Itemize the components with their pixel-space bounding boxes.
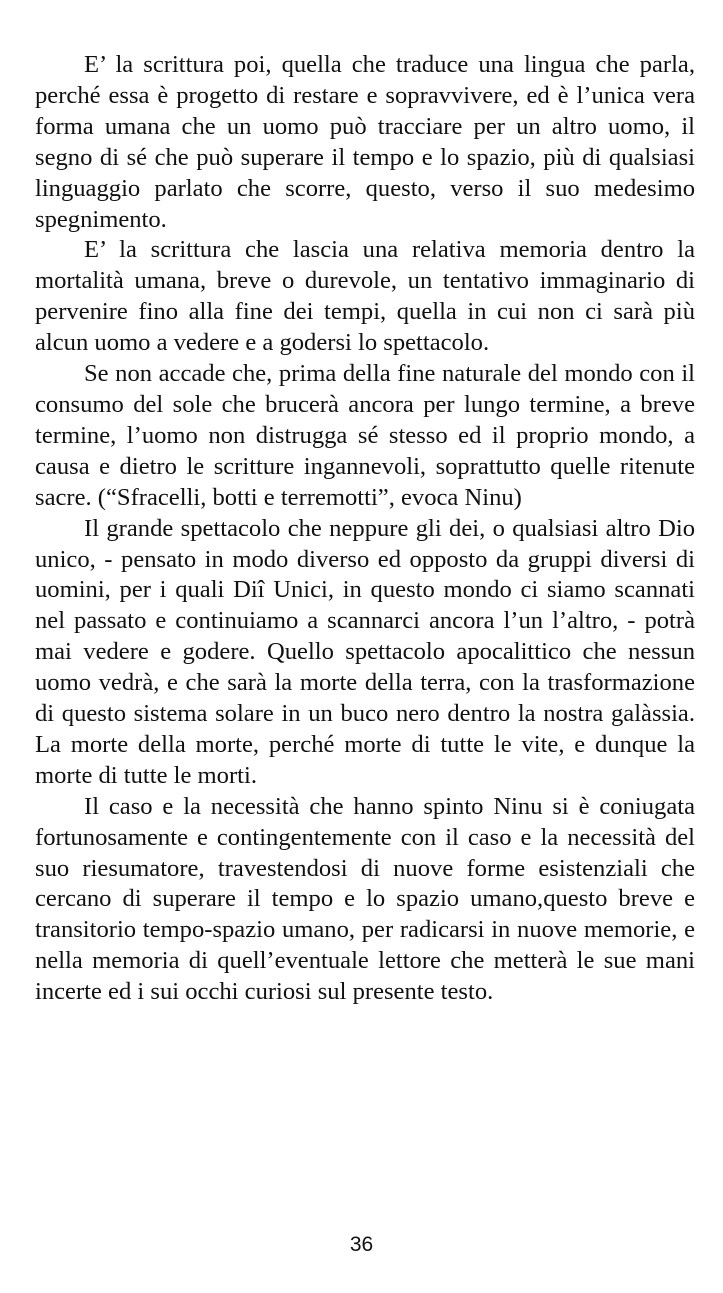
paragraph-1: E’ la scrittura poi, quella che traduce una lingua che parla, perché essa è progetto di restare e sopravvivere, ed è l’unica vera forma umana che un uomo può tracciare per un altro uomo, il segno di sé che può superare il tempo e lo spazio, più di qualsiasi linguaggio parlato che scorre, questo, verso il suo medesimo spegnimento. [35, 51, 695, 233]
paragraph-2: E’ la scrittura che lascia una relativa memoria dentro la mortalità umana, breve o durevole, un tentativo immaginario di pervenire fino alla fine dei tempi, quella in cui non ci sarà più alcun uomo a vedere e a godersi lo spettacolo. [35, 236, 695, 357]
paragraph-5: Il caso e la necessità che hanno spinto Ninu si è coniugata fortunosamente e contingentemente con il caso e la necessità del suo riesumatore, travestendosi di nuove forme esistenziali che cercano di superare il tempo e lo spazio umano,questo breve e transitorio tempo-spazio umano, per radicarsi in nuove memorie, e nella memoria di quell’eventuale lettore che metterà le sue mani incerte ed i sui occhi curiosi sul presente testo. [35, 792, 695, 1006]
page-number: 36 [349, 1233, 374, 1256]
paragraph-4: Il grande spettacolo che neppure gli dei, o qualsiasi altro Dio unico, - pensato in modo diverso ed opposto da gruppi diversi di uomini, per i quali Diî Unici, in questo mondo ci siamo scannati nel passato e continuiamo a scannarci ancora l’un l’altro, - potrà mai vedere e godere. Quello spettacolo apocalittico che nessun uomo vedrà, e che sarà la morte della terra, con la trasformazione di questo sistema solare in un buco nero dentro la nostra galàssia. La morte della morte, perché morte di tutte le vite, e dunque la morte di tutte le morti. [35, 514, 695, 789]
page-body [35, 50, 695, 1008]
paragraph-3: Se non accade che, prima della fine naturale del mondo con il consumo del sole che brucerà ancora per lungo termine, a breve termine, l’uomo non distrugga sé stesso ed il proprio mondo, a causa e dietro le scritture ingannevoli, soprattutto quelle ritenute sacre. (“Sfracelli, botti e terremotti”, evoca Ninu) [35, 360, 695, 511]
